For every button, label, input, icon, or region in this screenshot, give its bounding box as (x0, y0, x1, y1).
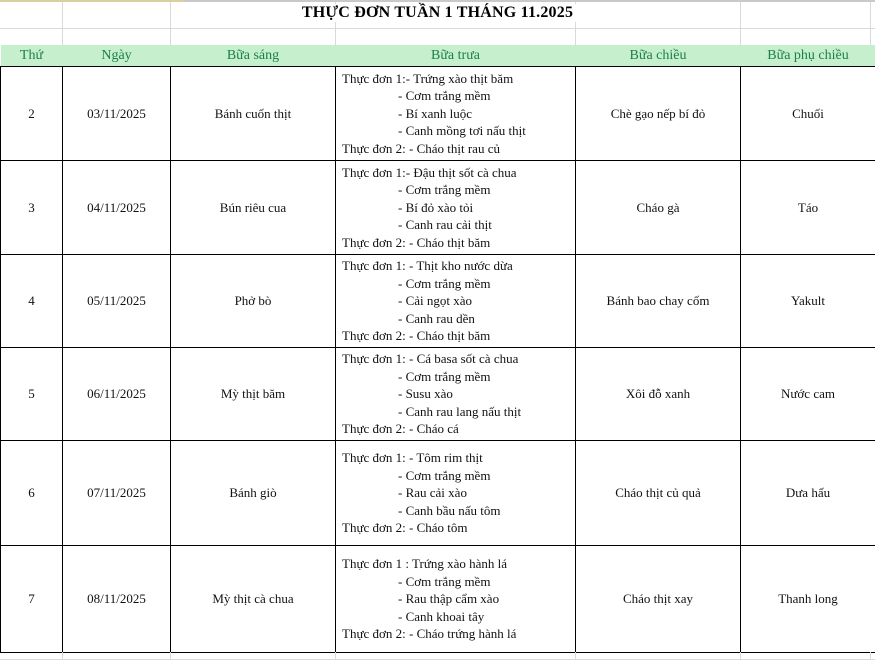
cell-bua-phu-chieu[interactable]: Dưa hấu (741, 441, 875, 546)
cell-bua-chieu[interactable]: Bánh bao chay cốm (576, 255, 741, 348)
gridline (62, 652, 63, 660)
lunch-menu-line: - Cơm trắng mềm (398, 368, 491, 384)
gridline (740, 2, 741, 45)
lunch-menu-line: - Bí đỏ xào tỏi (398, 199, 474, 215)
lunch-menu-line: Thực đơn 1:- Đậu thịt sốt cà chua (342, 164, 517, 180)
cell-thu[interactable]: 5 (1, 348, 63, 441)
page-title[interactable]: THỰC ĐƠN TUẦN 1 THÁNG 11.2025 (296, 4, 579, 22)
cell-bua-chieu[interactable]: Cháo thịt xay (576, 546, 741, 653)
gridline (170, 652, 171, 660)
lunch-menu-line: - Canh rau dền (398, 310, 475, 326)
lunch-menu-line: Thực đơn 2: - Cháo tôm (342, 520, 468, 536)
table-row (1, 161, 875, 255)
cell-bua-chieu[interactable]: Cháo thịt củ quả (576, 441, 741, 546)
gridline (870, 2, 871, 45)
gridline (740, 652, 741, 660)
lunch-menu-line: - Rau thập cẩm xào (398, 591, 500, 607)
column-header-thu[interactable]: Thứ (1, 45, 63, 67)
lunch-menu-line: Thực đơn 1: - Tôm rim thịt (342, 450, 483, 466)
cell-bua-phu-chieu[interactable]: Táo (741, 161, 875, 255)
lunch-menu-line: - Canh bầu nấu tôm (398, 502, 501, 518)
cell-bua-trua[interactable] (336, 255, 576, 348)
lunch-menu-line: - Cơm trắng mềm (398, 275, 491, 291)
cell-bua-phu-chieu[interactable]: Thanh long (741, 546, 875, 653)
cell-thu[interactable]: 4 (1, 255, 63, 348)
lunch-menu-line: Thực đơn 2: - Cháo trứng hành lá (342, 626, 517, 642)
column-header-bua-trua[interactable]: Bữa trưa (336, 45, 576, 67)
gridline (575, 652, 576, 660)
menu-table-body (1, 67, 875, 653)
cell-bua-phu-chieu[interactable]: Nước cam (741, 348, 875, 441)
lunch-menu-line: - Canh khoai tây (398, 608, 485, 624)
cell-bua-sang[interactable]: Phở bò (171, 255, 336, 348)
gridline (335, 652, 336, 660)
top-grey-strip (184, 0, 875, 2)
lunch-menu-line: - Cơm trắng mềm (398, 88, 491, 104)
cell-ngay[interactable]: 07/11/2025 (63, 441, 171, 546)
cell-bua-sang[interactable]: Mỳ thịt băm (171, 348, 336, 441)
cell-bua-trua[interactable] (336, 67, 576, 161)
lunch-menu-line: Thực đơn 2: - Cháo thịt băm (342, 328, 491, 344)
column-header-bua-sang[interactable]: Bữa sáng (171, 45, 336, 67)
lunch-menu-line: - Canh rau lang nấu thịt (398, 403, 522, 419)
cell-bua-trua[interactable] (336, 348, 576, 441)
lunch-menu-line: - Rau cải xào (398, 485, 467, 501)
cell-thu[interactable]: 3 (1, 161, 63, 255)
cell-ngay[interactable]: 05/11/2025 (63, 255, 171, 348)
cell-ngay[interactable]: 08/11/2025 (63, 546, 171, 653)
cell-bua-chieu[interactable]: Xôi đỗ xanh (576, 348, 741, 441)
lunch-menu-line: - Cơm trắng mềm (398, 573, 491, 589)
cell-bua-chieu[interactable]: Cháo gà (576, 161, 741, 255)
cell-thu[interactable]: 2 (1, 67, 63, 161)
sheet-bottom-grid (0, 652, 875, 660)
cell-bua-sang[interactable]: Bánh giò (171, 441, 336, 546)
cell-thu[interactable]: 7 (1, 546, 63, 653)
header-row (1, 45, 875, 67)
cell-ngay[interactable]: 06/11/2025 (63, 348, 171, 441)
table-row (1, 441, 875, 546)
lunch-menu-line: Thực đơn 1 : Trứng xào hành lá (342, 556, 508, 572)
cell-bua-sang[interactable]: Bánh cuốn thịt (171, 67, 336, 161)
lunch-menu-line: Thực đơn 1: - Cá basa sốt cà chua (342, 351, 519, 367)
cell-bua-trua[interactable] (336, 161, 576, 255)
cell-bua-phu-chieu[interactable]: Chuối (741, 67, 875, 161)
top-yellow-strip (0, 0, 184, 2)
lunch-menu-line: Thực đơn 2: - Cháo thịt rau củ (342, 140, 500, 156)
cell-bua-trua[interactable] (336, 441, 576, 546)
lunch-menu-line: - Canh rau cải thịt (398, 217, 492, 233)
lunch-menu-line: - Cơm trắng mềm (398, 182, 491, 198)
table-row (1, 546, 875, 653)
cell-bua-trua[interactable] (336, 546, 576, 653)
gridline (870, 652, 871, 660)
gridline (170, 2, 171, 45)
sheet-top-grid (0, 0, 875, 45)
lunch-menu-line: Thực đơn 2: - Cháo thịt băm (342, 234, 491, 250)
cell-bua-phu-chieu[interactable]: Yakult (741, 255, 875, 348)
lunch-menu-line: Thực đơn 2: - Cháo cá (342, 421, 459, 437)
table-row (1, 348, 875, 441)
menu-table (0, 45, 875, 653)
lunch-menu-line: Thực đơn 1: - Thịt kho nước dừa (342, 258, 513, 274)
cell-bua-sang[interactable]: Mỳ thịt cà chua (171, 546, 336, 653)
column-header-ngay[interactable]: Ngày (63, 45, 171, 67)
table-row (1, 255, 875, 348)
cell-bua-chieu[interactable]: Chè gạo nếp bí đỏ (576, 67, 741, 161)
cell-ngay[interactable]: 04/11/2025 (63, 161, 171, 255)
cell-thu[interactable]: 6 (1, 441, 63, 546)
table-row (1, 67, 875, 161)
gridline (0, 28, 875, 29)
column-header-bua-chieu[interactable]: Bữa chiều (576, 45, 741, 67)
cell-ngay[interactable]: 03/11/2025 (63, 67, 171, 161)
lunch-menu-line: Thực đơn 1:- Trứng xào thịt băm (342, 70, 514, 86)
lunch-menu-line: - Bí xanh luộc (398, 105, 473, 121)
lunch-menu-line: - Cơm trắng mềm (398, 467, 491, 483)
cell-bua-sang[interactable]: Bún riêu cua (171, 161, 336, 255)
column-header-bua-phu-chieu[interactable]: Bữa phụ chiều (741, 45, 875, 67)
gridline (62, 2, 63, 45)
lunch-menu-line: - Cải ngọt xào (398, 293, 473, 309)
lunch-menu-line: - Canh mồng tơi nấu thịt (398, 123, 526, 139)
lunch-menu-line: - Susu xào (398, 386, 453, 402)
